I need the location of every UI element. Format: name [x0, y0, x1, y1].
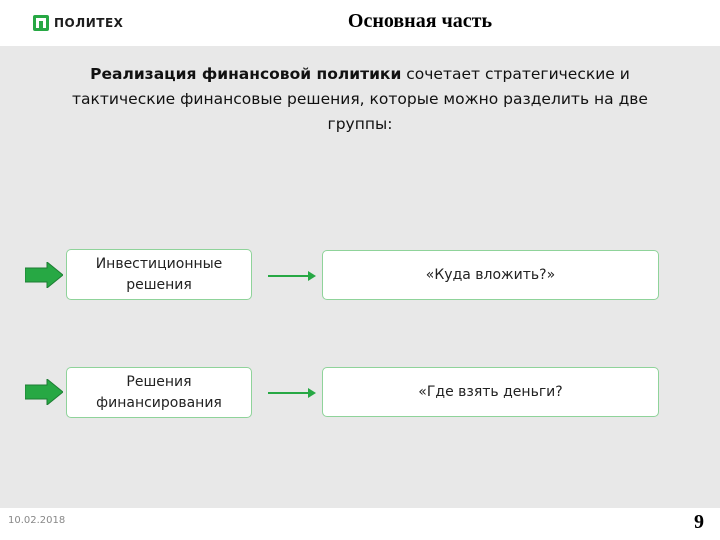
slide-title: Основная часть	[347, 10, 493, 32]
connector-arrow	[268, 275, 314, 277]
slide-date: 10.02.2018	[8, 515, 66, 526]
box-where-to-invest	[322, 250, 659, 300]
intro-bold: Реализация финансовой политики	[90, 65, 402, 83]
politech-logo	[33, 13, 123, 33]
intro-text	[50, 62, 670, 137]
arrow-right-icon	[25, 262, 63, 288]
politech-logo-icon	[33, 15, 49, 31]
box-label: «Куда вложить?»	[425, 266, 556, 283]
box-where-to-get-money	[322, 367, 659, 417]
box-investment-decisions	[66, 249, 252, 300]
connector-arrow	[268, 392, 314, 394]
page-number: 9	[694, 511, 704, 533]
slide-header	[0, 0, 720, 46]
logo-text: ПОЛИТЕХ	[54, 16, 124, 30]
arrow-right-icon	[25, 379, 63, 405]
box-financing-decisions	[66, 367, 252, 418]
box-label: Решения финансирования	[96, 373, 222, 411]
box-label: Инвестиционные решения	[95, 255, 223, 293]
intro-rest: сочетает стратегические и тактические финансовые решения, которые можно разделить на две группы:	[72, 65, 648, 133]
box-label: «Где взять деньги?	[418, 383, 563, 400]
